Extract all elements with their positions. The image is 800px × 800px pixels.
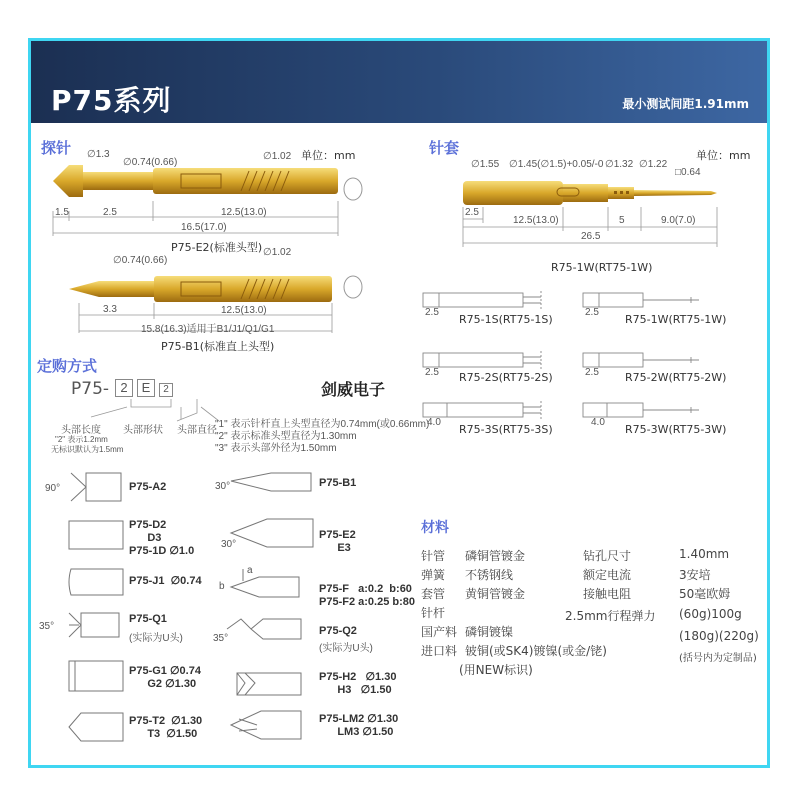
variant-dim: 2.5	[585, 307, 599, 318]
rec-d2: ∅1.45(∅1.5)+0.05/-0	[509, 159, 604, 170]
rec-dim-c: 5	[619, 215, 625, 226]
receptacle-section-title: 针套	[429, 139, 460, 157]
variant-dim: 2.5	[425, 367, 439, 378]
tips-left-drawing	[69, 473, 123, 741]
spec-label: 接触电阻	[583, 587, 632, 601]
receptacle-variants-drawing	[423, 291, 699, 419]
variant-1s	[423, 291, 541, 309]
b1-tube-diameter: ∅1.02	[263, 247, 292, 258]
tip-code: P75-G1 ∅0.74 G2 ∅1.30	[129, 665, 201, 690]
e2-tube-diameter: ∅1.02	[263, 151, 292, 162]
rec-dim-b: 12.5(13.0)	[513, 215, 559, 226]
ordering-box-length: 2	[115, 379, 133, 397]
materials-section-title: 材料	[421, 520, 449, 536]
material-value: 磷铜管镀金	[465, 549, 526, 563]
b1-caption: P75-B1(标准直上头型)	[161, 340, 275, 353]
spec-label: 钻孔尺寸	[583, 549, 632, 563]
variant-caption: R75-1W(RT75-1W)	[625, 313, 727, 326]
min-pitch-text: 最小测试间距1.91mm	[622, 97, 749, 111]
tip-code: P75-D2 D3 P75-1D ∅1.0	[129, 519, 195, 557]
rec-dim-total: 26.5	[581, 231, 601, 242]
tip-label-b: b	[219, 581, 225, 592]
variant-dim: 2.5	[585, 367, 599, 378]
b1-dim-c: 12.5(13.0)	[221, 305, 267, 316]
ordering-note-length-1: "2" 表示1.2mm	[55, 435, 108, 444]
variant-caption: R75-3W(RT75-3W)	[625, 423, 727, 436]
variant-caption: R75-1S(RT75-1S)	[459, 313, 553, 326]
variant-caption: R75-2S(RT75-2S)	[459, 371, 553, 384]
tip-code: P75-E2 E3	[319, 529, 356, 554]
material-label: 针管	[421, 549, 446, 563]
tip-code: P75-F a:0.2 b:60 P75-F2 a:0.25 b:80	[319, 583, 415, 608]
rec-main-caption: R75-1W(RT75-1W)	[551, 261, 653, 274]
e2-dim-c: 12.5(13.0)	[221, 207, 267, 218]
variant-2s	[423, 351, 541, 369]
ordering-note-length-2: 无标识默认为1.5mm	[51, 445, 124, 454]
e2-body-diameter: ∅0.74(0.66)	[123, 157, 178, 168]
ordering-box-shape: E	[137, 379, 155, 397]
probe-unit: 单位：mm	[301, 149, 356, 162]
spec-label: 额定电流	[583, 568, 632, 582]
ordering-prefix: P75-	[71, 379, 110, 399]
receptacle-unit: 单位：mm	[696, 149, 751, 162]
ordering-note-3: "3" 表示头部外径为1.50mm	[215, 443, 337, 454]
rec-dim-a: 2.5	[465, 207, 479, 218]
b1-dim-total: 15.8(16.3)适用于B1/J1/Q1/G1	[141, 324, 275, 335]
b1-dim-a: 3.3	[103, 304, 117, 315]
ordering-brackets	[91, 399, 219, 421]
e2-tip-diameter: ∅1.3	[87, 149, 110, 160]
spec-value: (180g)(220g)	[679, 629, 759, 643]
e2-dim-b: 2.5	[103, 207, 117, 218]
tip-angle: 30°	[221, 539, 237, 550]
variant-3w	[583, 403, 699, 417]
tip-angle: 90°	[45, 483, 61, 494]
ordering-note-1: "1" 表示针杆直上头型直径为0.74mm(或0.66mm)	[215, 419, 430, 430]
spec-value: 50毫欧姆	[679, 587, 731, 601]
variant-2w	[583, 353, 699, 367]
tip-code: P75-T2 ∅1.30 T3 ∅1.50	[129, 715, 203, 740]
material-label: 进口料	[421, 644, 458, 658]
tip-note: (实际为U头)	[129, 633, 183, 644]
rec-d3: ∅1.32	[605, 159, 634, 170]
tip-code: P75-B1	[319, 477, 357, 489]
rec-d4: ∅1.22	[639, 159, 668, 170]
ordering-label-length: 头部长度	[61, 425, 101, 436]
material-label: 国产料	[421, 625, 458, 639]
ordering-label-diameter: 头部直径	[177, 425, 217, 436]
variant-caption: R75-2W(RT75-2W)	[625, 371, 727, 384]
material-value: 铍铜(或SK4)镀镍(或金/铑)	[465, 644, 607, 658]
spec-sheet	[28, 38, 770, 768]
rec-dim-d: 9.0(7.0)	[661, 215, 696, 226]
material-label: 针杆	[421, 606, 446, 620]
ordering-label-shape: 头部形状	[123, 425, 163, 436]
spec-value: (60g)100g	[679, 607, 742, 621]
tip-angle: 35°	[213, 633, 229, 644]
material-value: 磷铜镀镍	[465, 625, 514, 639]
ordering-section-title: 定购方式	[37, 357, 98, 375]
material-value: 不锈钢线	[465, 568, 514, 582]
rec-d1: ∅1.55	[471, 159, 500, 170]
material-label: 套管	[421, 587, 446, 601]
tip-code: P75-H2 ∅1.30 H3 ∅1.50	[319, 671, 397, 696]
b1-body-diameter: ∅0.74(0.66)	[113, 255, 168, 266]
series-title: P75系列	[51, 84, 172, 117]
tip-code: P75-A2	[129, 481, 167, 493]
spec-note: (括号内为定制品)	[679, 653, 757, 664]
tips-right-drawing	[227, 473, 313, 739]
drawings-layer	[31, 41, 770, 768]
tip-angle: 30°	[215, 481, 231, 492]
tip-code: P75-LM2 ∅1.30 LM3 ∅1.50	[319, 713, 399, 738]
spec-label: 2.5mm行程弹力	[565, 609, 656, 623]
variant-1w	[583, 293, 699, 307]
e2-caption: P75-E2(标准头型)	[171, 241, 263, 254]
material-label: 弹簧	[421, 568, 446, 582]
variant-dim: 2.5	[425, 307, 439, 318]
tip-note: (实际为U头)	[319, 643, 373, 654]
tip-code: P75-Q1	[129, 613, 167, 625]
spec-value: 3安培	[679, 568, 711, 582]
tip-angle: 35°	[39, 621, 55, 632]
material-value: 黄铜管镀金	[465, 587, 526, 601]
material-value: (用NEW标识)	[459, 663, 533, 677]
tip-code: P75-J1 ∅0.74	[129, 575, 202, 587]
tip-code: P75-Q2	[319, 625, 357, 637]
ordering-box-diameter: 2	[159, 383, 173, 397]
spec-value: 1.40mm	[679, 547, 730, 561]
watermark-text: 剑威电子	[321, 377, 385, 400]
e2-dim-total: 16.5(17.0)	[181, 222, 227, 233]
variant-dim: 4.0	[427, 417, 441, 428]
tip-label-a: a	[247, 565, 253, 576]
e2-dim-a: 1.5	[55, 207, 69, 218]
variant-dim: 4.0	[591, 417, 605, 428]
ordering-note-2: "2" 表示标准头型直径为1.30mm	[215, 431, 357, 442]
rec-d5: □0.64	[675, 167, 701, 178]
variant-caption: R75-3S(RT75-3S)	[459, 423, 553, 436]
probe-section-title: 探针	[41, 139, 72, 157]
